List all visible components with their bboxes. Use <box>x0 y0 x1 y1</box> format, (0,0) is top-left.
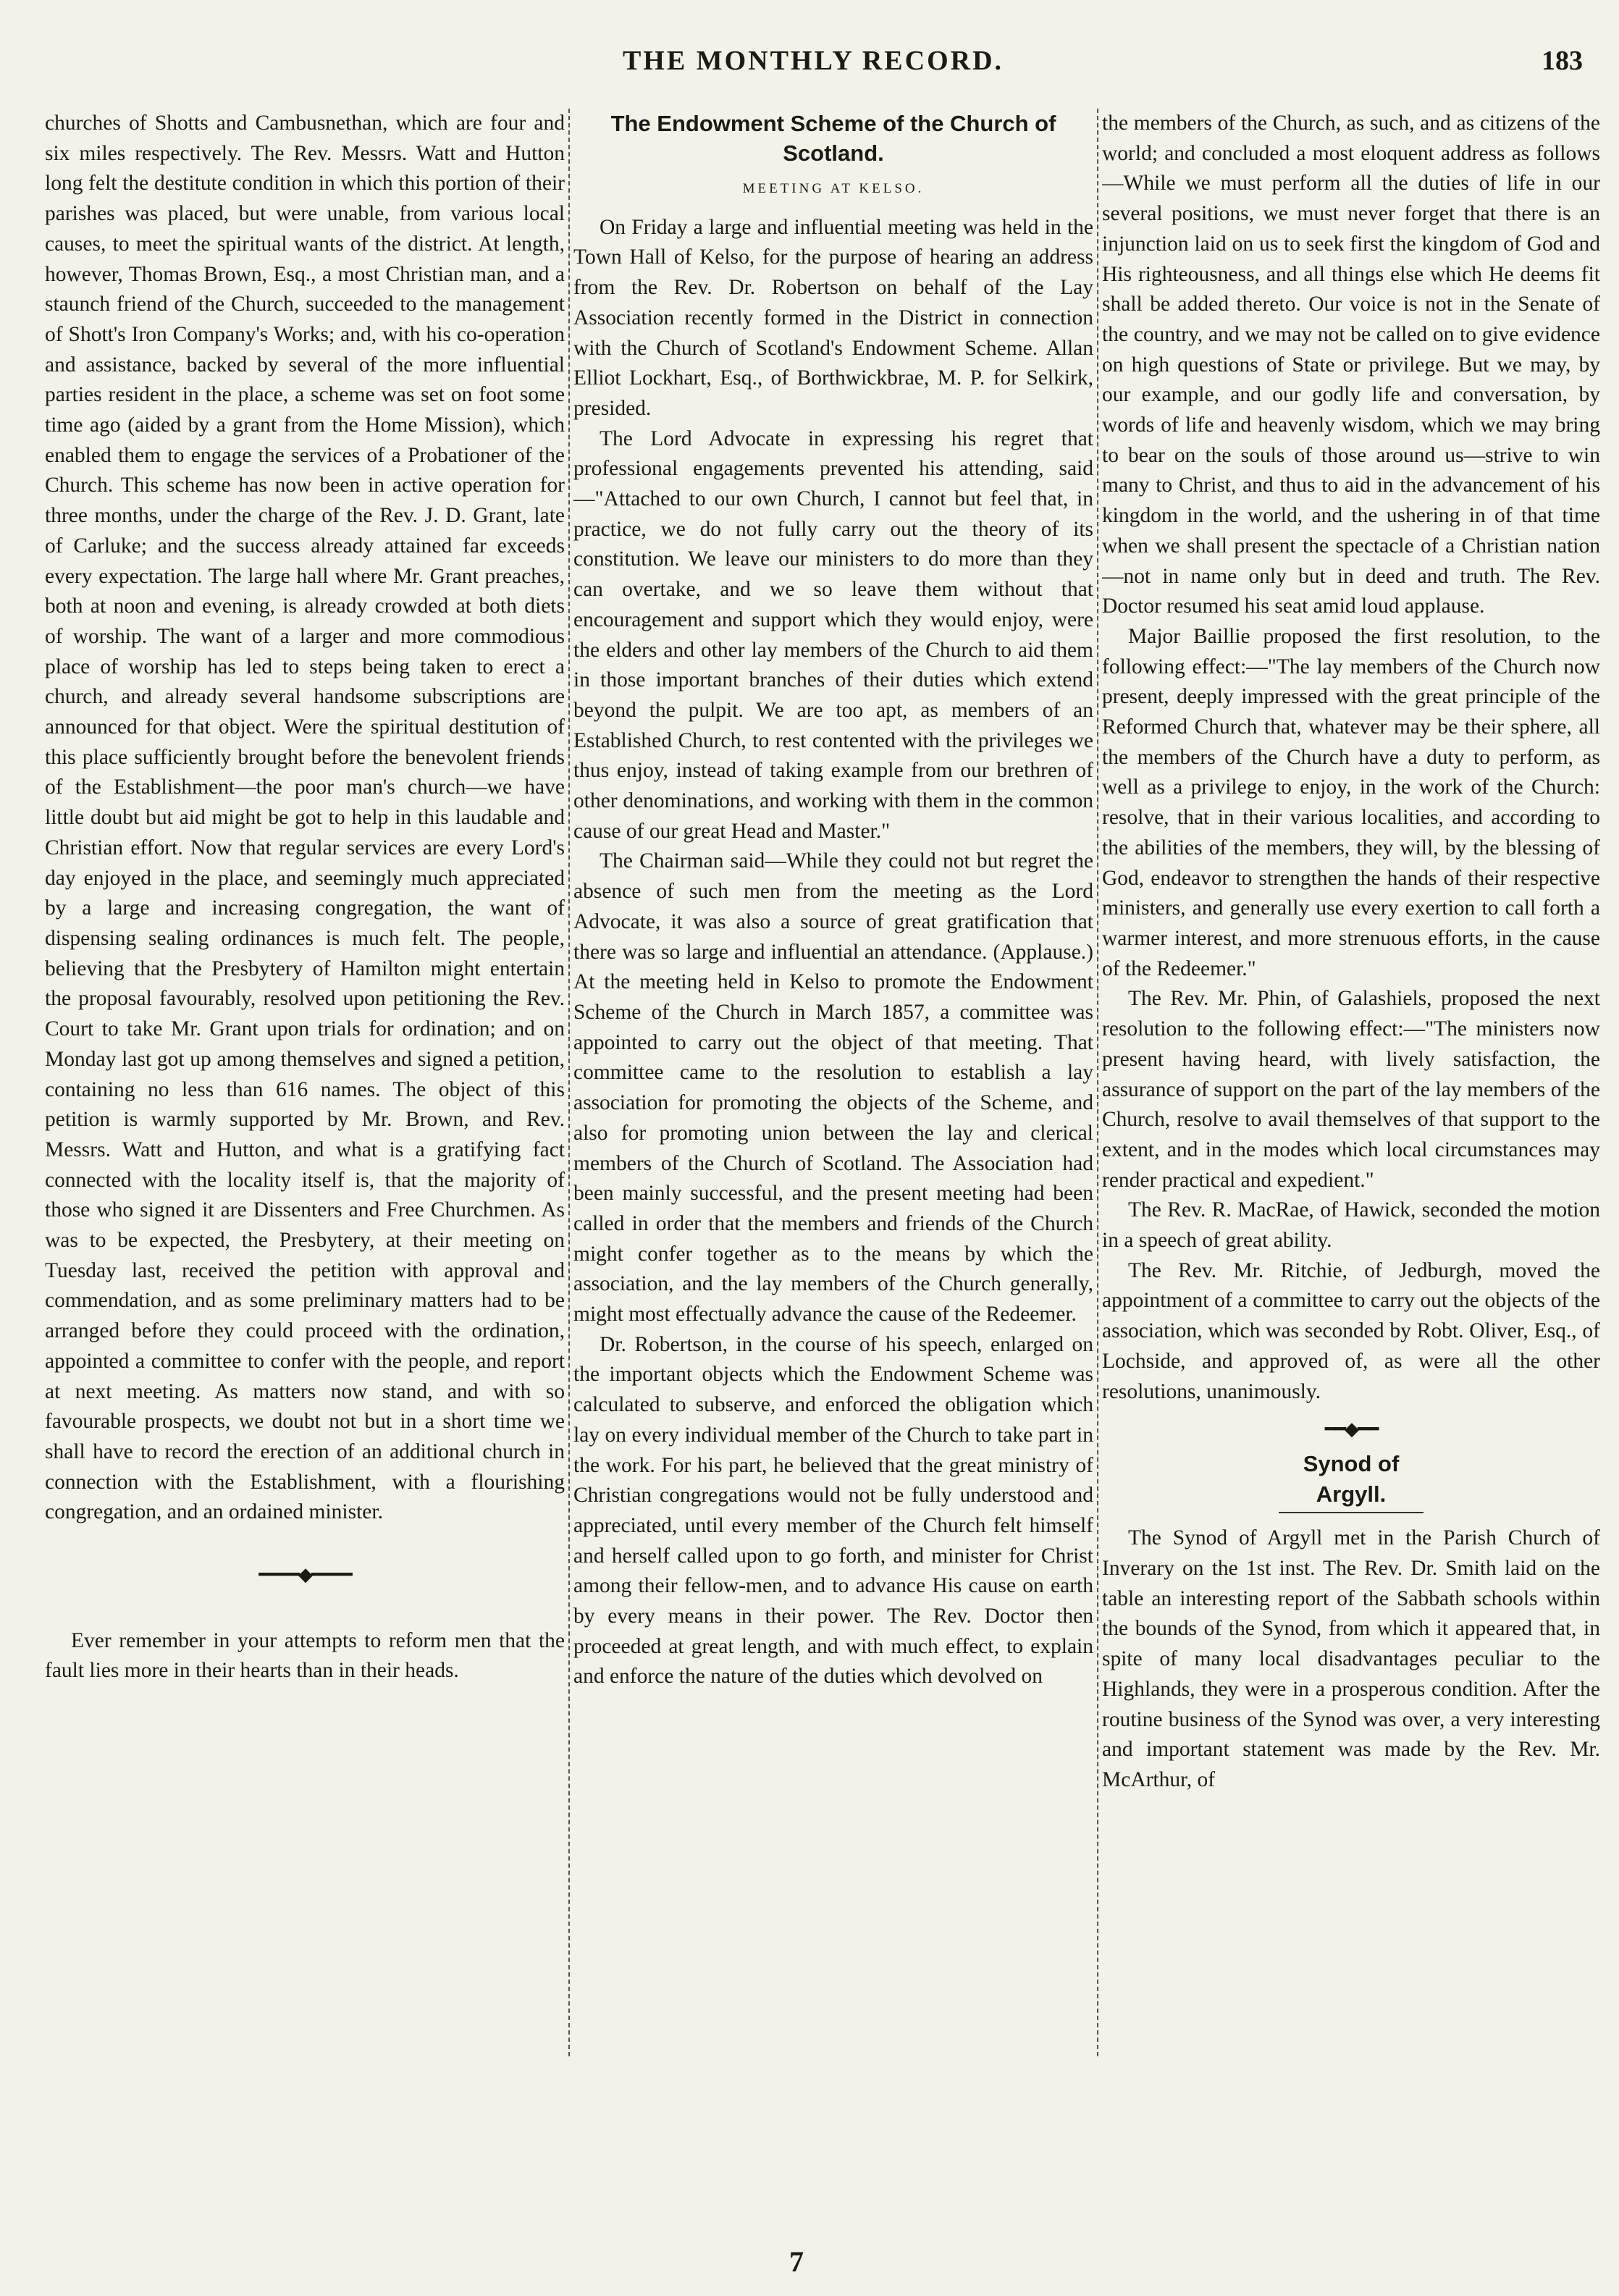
article-paragraph: Dr. Robertson, in the course of his speech, enlarged on the important objects which the Endowment Scheme was calculated to subserve, and enforced the obligation which lay on every individual member of the Church to take part in the work. For his part, he believed that the great ministry of Christian congregations would not be fully understood and appreciated, until every member of the Church felt himself and herself called upon to go forth, and minister for Christ among their fellow-men, and to advance His cause on earth by every means in their power. The Rev. Doctor then proceeded at great length, and with much effect, to explain and enforce the nature of the duties which devolved on <box>573 1332 1093 1689</box>
article-title-synod: Synod of Argyll. <box>1279 1449 1424 1513</box>
column-1 <box>45 109 565 2266</box>
column-divider <box>1097 109 1098 2056</box>
article-paragraph: The Lord Advocate in expressing his regret that professional engagements prevented his attending, said—"Attached to our own Church, I cannot but feel that, in practice, we do not fully carry out the theory of its constitution. We leave our ministers to do more than they can overtake, and we so leave them without that encouragement and support which they would enjoy, were the elders and other lay members of the Church to aid them in those important branches of their duties which extend beyond the pulpit. We are too apt, as members of an Established Church, to rest contented with the privileges we thus enjoy, instead of taking example from our brethren of other denominations, and working with them in the common cause of our great Head and Master." <box>573 426 1093 843</box>
article-paragraph: The Rev. Mr. Phin, of Galashiels, proposed the next resolution to the following effect:—"The ministers now present having heard, with lively satisfaction, the assurance of support on the part of the lay members of the Church, resolve to avail themselves of that support to the extent, and in the modes which local circumstances may render practical and expedient." <box>1102 987 1600 1192</box>
article-subtitle: MEETING AT KELSO. <box>742 181 925 196</box>
article-paragraph: The Rev. R. MacRae, of Hawick, seconded the motion in a speech of great ability. <box>1102 1198 1600 1253</box>
article-paragraph: The Chairman said—While they could not but regret the absence of such men from the meeting as the Lord Advocate, it was also a source of great gratification that there was so large and influential an attendance. (Applause.) At the meeting held in Kelso to promote the Endowment Scheme of the Church in March 1857, a committee was appointed to carry out the object of that meeting. That committee came to the resolution to establish a lay association for promoting the objects of the Scheme, and also for promoting union between the lay and clerical members of the Church of Scotland. The Association had been mainly successful, and the present meeting had been called in order that the members and friends of the Church might confer together as to the means by which the association, and the lay members of the Church generally, might most effectually advance the cause of the Redeemer. <box>573 849 1093 1326</box>
ornament-divider: ━━◆━━ <box>1324 1418 1378 1440</box>
article-title-endowment: The Endowment Scheme of the Church of Scotland. <box>610 111 1056 166</box>
page-number: 183 <box>1542 46 1583 76</box>
article-paragraph: churches of Shotts and Cambusnethan, which are four and six miles respectively. The Rev. Messrs. Watt and Hutton long felt the destitute condition in which this portion of their parishes was placed, but were unable, from various local causes, to meet the spiritual wants of the district. At length, however, Thomas Brown, Esq., a most Christian man, and a staunch friend of the Church, succeeded to the management of Shott's Iron Company's Works; and, with his co-operation and assistance, backed by several of the more influential parties resident in the place, a scheme was set on foot some time ago (aided by a grant from the Home Mission), which enabled them to engage the services of a Probationer of the Church. This scheme has now been in active operation for three months, under the charge of the Rev. J. D. Grant, late of Carluke; and the success already attained far exceeds every expectation. The large hall where Mr. Grant preaches, both at noon and evening, is already crowded at both diets of worship. The want of a larger and more commodious place of worship has led to steps being taken to erect a church, and already several handsome subscriptions are announced for that object. Were the spiritual destitution of this place sufficiently brought before the benevolent friends of the Establishment—the poor man's church—we have little doubt but aid might be got to help in this laudable and Christian effort. Now that regular services are every Lord's day enjoyed in the place, and seemingly much appreciated by a large and increasing congregation, the want of dispensing sealing ordinances is much felt. The people, believing that the Presbytery of Hamilton might entertain the proposal favourably, resolved upon petitioning the Rev. Court to take Mr. Grant upon trials for ordination; and on Monday last got up among themselves and signed a petition, containing no less than 616 names. The object of this petition is warmly supported by Mr. Brown, and Rev. Messrs. Watt and Hutton, and what is a gratifying fact connected with the locality itself is, that the majority of those who signed it are Dissenters and Free Churchmen. As was to be expected, the Presbytery, at their meeting on Tuesday last, received the petition with approval and commendation, and as some preliminary matters had to be arranged before they could proceed with the ordination, appointed a committee to confer with the people, and report at next meeting. As matters now stand, and with so favourable prospects, we doubt not but in a short time we shall have to record the erection of an additional church in connection with the Establishment, with a flourishing congregation, and an ordained minister. <box>45 112 565 1524</box>
maxim-paragraph: Ever remember in your attempts to reform men that the fault lies more in their hearts than in their heads. <box>45 1628 565 1683</box>
running-title: THE MONTHLY RECORD. <box>622 46 1004 76</box>
article-paragraph: The Synod of Argyll met in the Parish Church of Inverary on the 1st inst. The Rev. Dr. Smith laid on the table an interesting report of the Sabbath schools within the bounds of the Synod, from which it appeared that, in spite of many local disadvantages peculiar to the Highlands, they were in a prosperous condition. After the routine business of the Synod was over, a very interesting and important statement was made by the Rev. Mr. McArthur, of <box>1102 1526 1600 1791</box>
article-paragraph: On Friday a large and influential meeting was held in the Town Hall of Kelso, for the purpose of hearing an address from the Rev. Dr. Robertson on behalf of the Lay Association recently formed in the District in connection with the Church of Scotland's Endowment Scheme. Allan Elliot Lockhart, Esq., of Borthwickbrae, M. P. for Selkirk, presided. <box>573 215 1093 420</box>
column-divider <box>568 109 570 2056</box>
article-paragraph: The Rev. Mr. Ritchie, of Jedburgh, moved the appointment of a committee to carry out the objects of the association, which was seconded by Robt. Oliver, Esq., of Lochside, and approved of, as were all the other resolutions, unanimously. <box>1102 1258 1600 1403</box>
ornament-divider: ━━━━◆━━━━ <box>258 1564 351 1586</box>
signature-mark: 7 <box>789 2245 804 2278</box>
column-3 <box>1102 109 1600 2266</box>
column-2 <box>573 109 1093 2266</box>
article-paragraph: Major Baillie proposed the first resolution, to the following effect:—"The lay members of the Church now present, deeply impressed with the great principle of the Reformed Church that, whatever may be their sphere, all the members of the Church have a duty to perform, as well as a privilege to enjoy, in the work of the Church: resolve, that in their various localities, and according to the abilities of the members, they will, by the blessing of God, endeavor to strengthen the hands of their respective ministers, and generally use every exertion to call forth a warmer interest, and more strenuous efforts, in the cause of the Redeemer." <box>1102 624 1600 980</box>
running-head <box>43 45 1583 81</box>
article-paragraph: the members of the Church, as such, and as citizens of the world; and concluded a most eloquent address as follows—While we must perform all the duties of life in our several positions, we must never forget that there is an injunction laid on us to seek first the kingdom of God and His righteousness, and all things else which He deems fit shall be added thereto. Our voice is not in the Senate of the country, and we may not be called on to give evidence on high questions of State or privilege. But we may, by our example, and our godly life and conversation, by words of life and heavenly wisdom, which we may bring to bear on the souls of those around us—strive to win many to Christ, and thus to aid in the advancement of his kingdom in the world, and the ushering in of that time when we shall present the spectacle of a Christian nation—not in name only but in deed and truth. The Rev. Doctor resumed his seat amid loud applause. <box>1102 112 1600 618</box>
